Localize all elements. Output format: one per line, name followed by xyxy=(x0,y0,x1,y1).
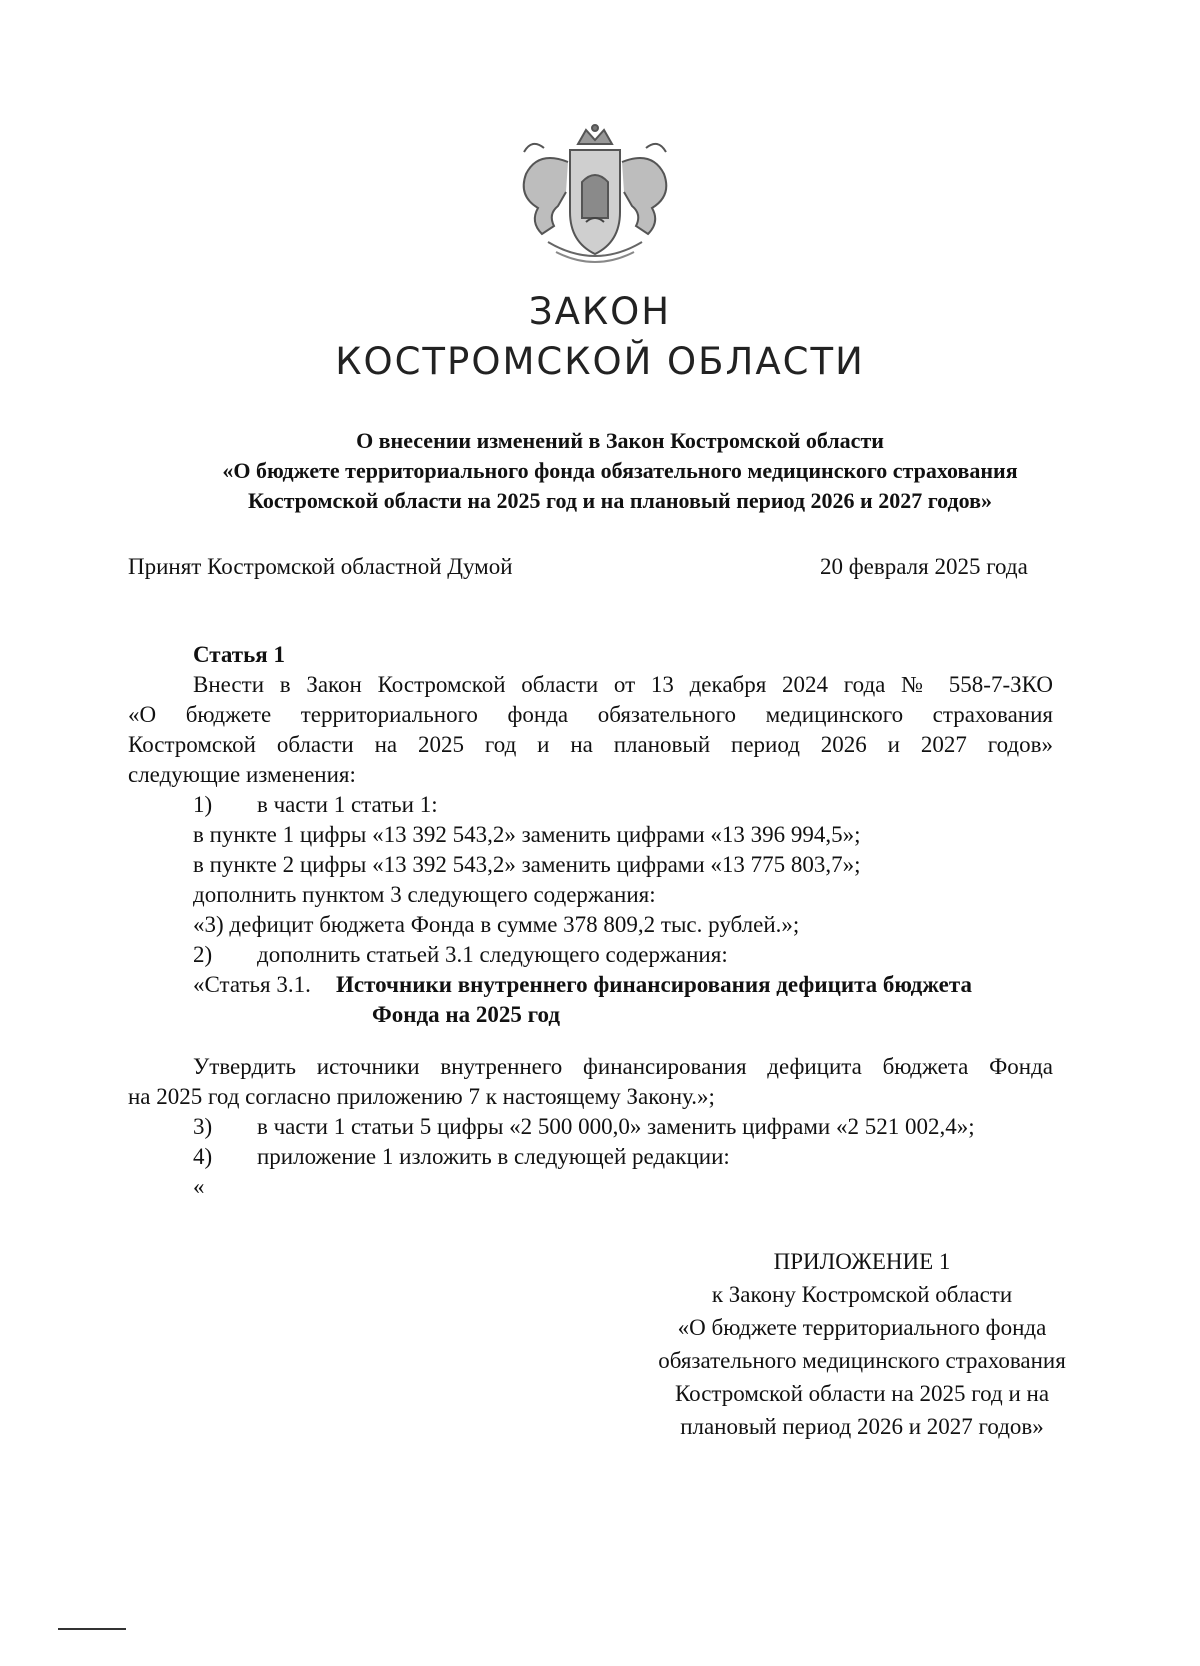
appendix-line: плановый период 2026 и 2027 годов» xyxy=(680,1414,1044,1439)
footer-divider xyxy=(58,1628,126,1630)
appendix-line: к Закону Костромской области xyxy=(711,1282,1013,1307)
paragraph-line: Костромской области на 2025 год и на плановый период 2026 и 2027 годов» xyxy=(128,732,1053,757)
item-text: приложение 1 изложить в следующей редакции: xyxy=(257,1144,730,1169)
appendix-line: Костромской области на 2025 год и на xyxy=(674,1381,1050,1406)
law-title-line2: КОСТРОМСКОЙ ОБЛАСТИ xyxy=(335,340,865,383)
heading-line: О внесении изменений в Закон Костромской области xyxy=(356,428,884,453)
appendix-line: ПРИЛОЖЕНИЕ 1 xyxy=(773,1249,951,1274)
heading-line: Костромской области на 2025 год и на плановый период 2026 и 2027 годов» xyxy=(247,488,992,513)
law-title-line1: ЗАКОН xyxy=(528,290,672,333)
paragraph-line: «О бюджете территориального фонда обязательного медицинского страхования xyxy=(128,702,1053,727)
item-line: «3) дефицит бюджета Фонда в сумме 378 809,2 тыс. рублей.»; xyxy=(193,912,800,937)
article-3-1-prefix: «Статья 3.1. xyxy=(193,972,311,997)
item-line: в пункте 2 цифры «13 392 543,2» заменить цифрами «13 775 803,7»; xyxy=(193,852,861,877)
item-number: 2) xyxy=(193,942,213,967)
article-3-1-title: Фонда на 2025 год xyxy=(372,1002,560,1027)
open-quote: « xyxy=(193,1174,205,1199)
item-number: 3) xyxy=(193,1114,213,1139)
item-line: в пункте 1 цифры «13 392 543,2» заменить цифрами «13 396 994,5»; xyxy=(193,822,861,847)
law-heading xyxy=(120,426,1120,516)
item-text: в части 1 статьи 1: xyxy=(257,792,438,817)
item-number: 1) xyxy=(193,792,213,817)
paragraph-line: следующие изменения: xyxy=(128,762,356,787)
paragraph-line: на 2025 год согласно приложению 7 к настоящему Закону.»; xyxy=(128,1084,715,1109)
paragraph-line: Утвердить источники внутреннего финансирования дефицита бюджета Фонда xyxy=(193,1054,1053,1079)
item-text: в части 1 статьи 5 цифры «2 500 000,0» заменить цифрами «2 521 002,4»; xyxy=(257,1114,975,1139)
heading-line: «О бюджете территориального фонда обязательного медицинского страхования xyxy=(222,458,1018,483)
appendix-line: обязательного медицинского страхования xyxy=(658,1348,1066,1373)
item-line: дополнить пунктом 3 следующего содержания: xyxy=(193,882,656,907)
item-text: дополнить статьей 3.1 следующего содержания: xyxy=(257,942,728,967)
appendix-header xyxy=(604,1245,1120,1443)
adopted-date: 20 февраля 2025 года xyxy=(820,554,1028,579)
article-3-1-title: Источники внутреннего финансирования дефицита бюджета xyxy=(336,972,972,997)
paragraph-line: Внести в Закон Костромской области от 13 декабря 2024 года № 558-7-ЗКО xyxy=(193,672,1053,697)
item-number: 4) xyxy=(193,1144,213,1169)
appendix-line: «О бюджете территориального фонда xyxy=(677,1315,1047,1340)
article-title: Статья 1 xyxy=(193,642,285,667)
adopted-by: Принят Костромской областной Думой xyxy=(128,554,513,579)
coat-of-arms-icon xyxy=(508,122,682,274)
